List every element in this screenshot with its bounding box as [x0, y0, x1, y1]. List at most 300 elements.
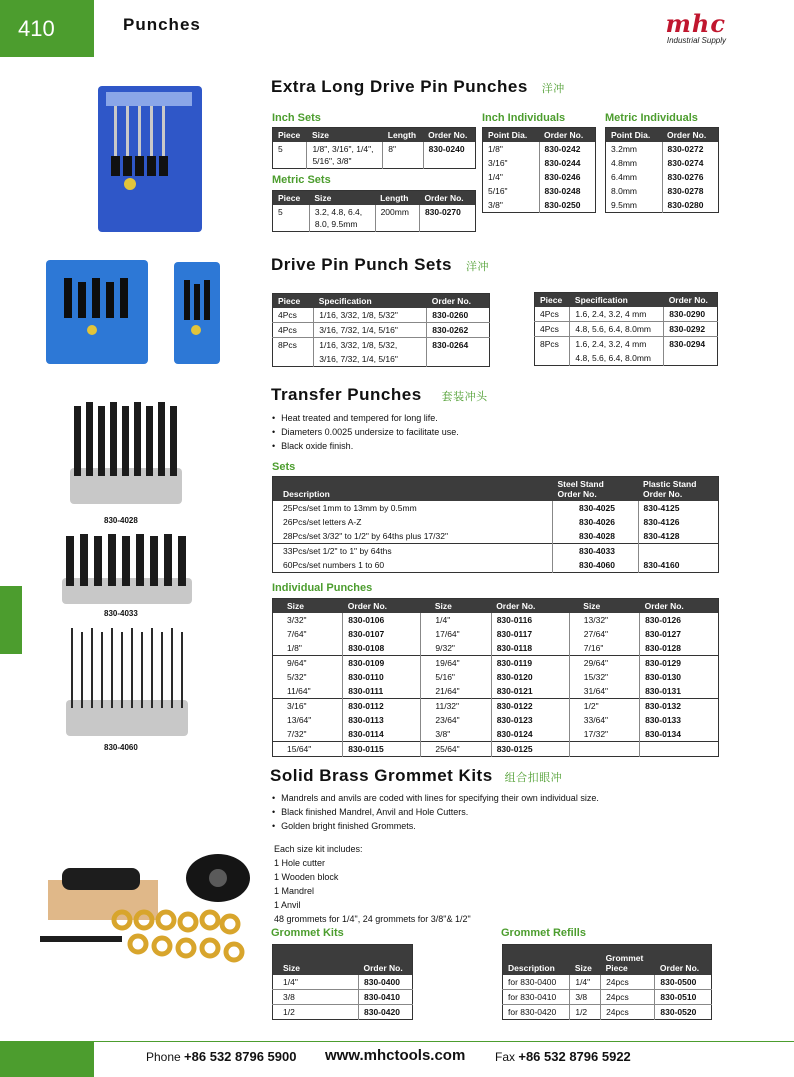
table-row	[483, 142, 596, 156]
cell: 3/8	[570, 989, 601, 1004]
col-header: Order No.	[640, 599, 719, 614]
table-row	[273, 613, 719, 627]
table-row	[273, 989, 413, 1004]
cell: 830-0106	[343, 613, 421, 627]
cell: 19/64"	[421, 656, 491, 671]
table-row	[273, 975, 413, 990]
col-header: Length	[375, 191, 419, 206]
cell: 830-0134	[640, 727, 719, 742]
section-title-grommet	[270, 766, 562, 786]
cell: 29/64"	[569, 656, 639, 671]
drive-pin-set-metric-image	[172, 260, 222, 366]
col-header: Description	[503, 945, 570, 975]
section-title-cn: 洋冲	[541, 82, 565, 95]
table-row	[606, 184, 719, 198]
section-title-cn: 套装冲头	[441, 390, 488, 403]
table-row	[273, 205, 476, 232]
cell: 830-0264	[427, 338, 490, 353]
cell: 4Pcs	[540, 309, 559, 319]
metric-sets-table	[272, 190, 476, 232]
caption-830-4028: 830-4028	[104, 516, 138, 525]
col-header: Size	[273, 599, 343, 614]
table-row	[483, 170, 596, 184]
cell	[309, 205, 375, 232]
inch-sets-label: Inch Sets	[272, 112, 321, 124]
cell: 830-0510	[655, 989, 712, 1004]
transfer-sets-table	[272, 476, 719, 573]
table-row	[606, 142, 719, 156]
footer-website[interactable]: www.mhctools.com	[325, 1047, 466, 1064]
cell: 1/2"	[569, 699, 639, 714]
grommet-refills-table	[502, 944, 712, 1020]
cell: 23/64"	[421, 713, 491, 727]
inch-individuals-table	[482, 127, 596, 213]
grommet-refills-label: Grommet Refills	[501, 927, 586, 939]
cell: 9/32"	[421, 641, 491, 656]
cell: 830-0133	[640, 713, 719, 727]
col-header-line: Order No.	[557, 489, 597, 499]
kit-line: 1 Mandrel	[274, 886, 315, 896]
table-row	[273, 727, 719, 742]
cell: 24pcs	[601, 989, 655, 1004]
cell: 830-0118	[491, 641, 569, 656]
cell: 3/32"	[287, 615, 307, 625]
col-header: Piece	[273, 191, 310, 206]
section-title-cn: 组合扣眼冲	[504, 771, 563, 784]
cell: 830-0272	[662, 142, 719, 156]
feature-item: • Heat treated and tempered for long life.	[272, 411, 459, 425]
col-header	[553, 477, 639, 502]
cell	[427, 352, 490, 367]
cell: for 830-0400	[508, 976, 557, 987]
section-title-cn: 洋冲	[466, 260, 489, 273]
footer-line	[94, 1041, 794, 1042]
drive-pin-set-inch-image	[44, 258, 150, 368]
col-header-line: Order No.	[643, 489, 683, 499]
cell: 5	[278, 144, 283, 154]
table-row	[273, 699, 719, 714]
logo-text: mhc	[665, 9, 726, 38]
cell: 830-0116	[491, 613, 569, 627]
cell: 830-0115	[343, 742, 421, 757]
section-title-text: Extra Long Drive Pin Punches	[271, 77, 528, 96]
fax-label: Fax	[495, 1050, 516, 1064]
cell: 830-0108	[343, 641, 421, 656]
table-row	[273, 558, 719, 573]
cell: 830-4025	[553, 501, 639, 515]
grommet-kits-table	[272, 944, 413, 1020]
cell: 25Pcs/set 1mm to 13mm by 0.5mm	[283, 503, 417, 513]
transfer-punch-4028-image	[66, 398, 186, 510]
col-header: Order No.	[655, 945, 712, 975]
cell: 27/64"	[569, 627, 639, 641]
col-header: Order No.	[662, 128, 719, 143]
cell: 1/4"	[570, 975, 601, 990]
cell: 830-0114	[343, 727, 421, 742]
table-row	[273, 1004, 413, 1019]
cell: 1/16, 3/32, 1/8, 5/32"	[314, 308, 427, 323]
table-row	[535, 322, 718, 337]
col-header: Size	[570, 945, 601, 975]
kit-line: 1 Wooden block	[274, 872, 339, 882]
table-row	[273, 352, 490, 367]
col-header: Piece	[273, 294, 314, 309]
metric-individuals-table	[605, 127, 719, 213]
cell: 4.8, 5.6, 6.4, 8.0mm	[570, 351, 664, 366]
extra-long-punch-set-image	[96, 84, 206, 236]
cell: 11/64"	[287, 686, 311, 696]
col-header: Specification	[314, 294, 427, 309]
cell: 33/64"	[569, 713, 639, 727]
cell: 830-4126	[638, 515, 718, 529]
cell: 830-0107	[343, 627, 421, 641]
cell: 830-0126	[640, 613, 719, 627]
table-row	[273, 529, 719, 544]
cell: for 830-0420	[503, 1004, 570, 1019]
cell: 1.6, 2.4, 3.2, 4 mm	[570, 337, 664, 352]
cell: 830-0121	[491, 684, 569, 699]
col-header-line: Piece	[605, 962, 628, 973]
table-row	[503, 989, 712, 1004]
cell-line: 1/8", 3/16", 1/4",	[312, 144, 374, 154]
cell: 830-0123	[491, 713, 569, 727]
cell: 830-0111	[343, 684, 421, 699]
col-header: Order No.	[423, 128, 475, 143]
table-row	[503, 975, 712, 990]
cell: 4Pcs	[535, 322, 570, 337]
cell: 830-0130	[640, 670, 719, 684]
cell: 24pcs	[601, 1004, 655, 1019]
col-header: Order No.	[419, 191, 475, 206]
transfer-punch-4060-image	[64, 624, 190, 738]
sets-label: Sets	[272, 461, 296, 473]
cell: 830-0112	[343, 699, 421, 714]
cell-line: 5/16", 3/8"	[312, 156, 352, 166]
cell: 9/64"	[273, 656, 343, 671]
cell: 17/64"	[421, 627, 491, 641]
cell: 33Pcs/set 1/2" to 1" by 64ths	[273, 544, 553, 559]
cell: 830-0129	[640, 656, 719, 671]
cell: 3/16, 7/32, 1/4, 5/16"	[314, 323, 427, 338]
footer-fax	[495, 1049, 631, 1064]
cell: 830-0109	[343, 656, 421, 671]
cell: 830-0242	[539, 142, 596, 156]
col-header: Description	[273, 477, 553, 502]
col-header: Order No.	[539, 128, 596, 143]
logo-subtitle: Industrial Supply	[666, 36, 726, 45]
col-header: Piece	[273, 128, 307, 143]
cell: 830-0246	[539, 170, 596, 184]
cell: 830-0290	[664, 307, 718, 322]
table-row	[535, 307, 718, 322]
table-row	[606, 170, 719, 184]
cell: 830-0119	[491, 656, 569, 671]
cell	[535, 351, 570, 366]
section-title-text: Drive Pin Punch Sets	[271, 255, 452, 274]
cell: 1/8"	[287, 643, 302, 653]
inch-sets-table	[272, 127, 476, 169]
cell: 24pcs	[601, 975, 655, 990]
col-header	[601, 945, 655, 975]
cell: 830-0122	[491, 699, 569, 714]
cell: 830-0117	[491, 627, 569, 641]
cell	[569, 742, 639, 757]
cell: 7/16"	[569, 641, 639, 656]
cell	[307, 142, 383, 169]
table-row	[273, 308, 490, 323]
cell: 830-0248	[539, 184, 596, 198]
col-header: Order No.	[343, 599, 421, 614]
cell: 3/16, 7/32, 1/4, 5/16"	[314, 352, 427, 367]
table-row	[273, 338, 490, 353]
cell: 1/4"	[421, 613, 491, 627]
brand-logo	[646, 9, 726, 48]
table-row	[273, 142, 476, 169]
table-row	[535, 351, 718, 366]
col-header	[638, 477, 718, 502]
cell: 11/32"	[421, 699, 491, 714]
transfer-features	[272, 411, 459, 453]
cell: 830-0120	[491, 670, 569, 684]
cell: 830-0280	[662, 198, 719, 213]
cell	[638, 544, 718, 559]
cell: 1/4"	[283, 976, 298, 987]
cell: 1/8"	[488, 144, 503, 154]
individual-punches-body	[273, 613, 719, 757]
col-header: Order No.	[664, 293, 718, 308]
table-row	[273, 684, 719, 699]
inch-individuals-label: Inch Individuals	[482, 112, 566, 124]
cell: 3/16"	[273, 699, 343, 714]
col-header-line: Grommet	[605, 952, 644, 963]
cell: 830-0262	[427, 323, 490, 338]
cell: 3/8"	[421, 727, 491, 742]
cell: 4.8, 5.6, 6.4, 8.0mm	[570, 322, 664, 337]
cell: 8Pcs	[273, 338, 314, 353]
cell: 830-0244	[539, 156, 596, 170]
cell: 8.0mm	[611, 186, 637, 196]
cell: 1/4"	[488, 172, 503, 182]
kit-contents	[274, 842, 471, 926]
col-header: Size	[309, 191, 375, 206]
col-header-line: Steel Stand	[557, 479, 604, 489]
cell: 830-4128	[638, 529, 718, 544]
col-header: Specification	[570, 293, 664, 308]
cell: 830-0128	[640, 641, 719, 656]
grommet-features	[272, 791, 599, 833]
feature-item: • Diameters 0.0025 undersize to facilitate use.	[272, 425, 459, 439]
table-row	[606, 198, 719, 213]
feature-item: • Black finished Mandrel, Anvil and Hole Cutters.	[272, 805, 599, 819]
table-row	[483, 156, 596, 170]
cell: 830-0274	[662, 156, 719, 170]
cell: 1/16, 3/32, 1/8, 5/32,	[314, 338, 427, 353]
table-row	[273, 515, 719, 529]
section-title-drive-pin	[271, 255, 489, 275]
cell: 830-0132	[640, 699, 719, 714]
cell-line: 8.0, 9.5mm	[314, 219, 358, 229]
table-row	[273, 670, 719, 684]
cell: 31/64"	[569, 684, 639, 699]
cell: for 830-0410	[503, 989, 570, 1004]
col-header: Order No.	[491, 599, 569, 614]
cell: 830-0240	[423, 142, 475, 169]
footer-bar	[0, 1041, 94, 1077]
cell: 13/32"	[569, 613, 639, 627]
cell	[273, 352, 314, 367]
cell: 1.6, 2.4, 3.2, 4 mm	[570, 307, 664, 322]
cell: 3/8"	[488, 200, 503, 210]
cell: 830-4028	[553, 529, 639, 544]
grommet-kits-label: Grommet Kits	[271, 927, 344, 939]
table-row	[273, 742, 719, 757]
cell: 4.8mm	[611, 158, 637, 168]
table-row	[273, 323, 490, 338]
col-header-line: Plastic Stand	[643, 479, 697, 489]
metric-individuals-label: Metric Individuals	[605, 112, 698, 124]
drive-pin-inch-table	[272, 293, 490, 367]
cell: 830-0250	[539, 198, 596, 213]
cell: 830-0260	[427, 308, 490, 323]
cell: 3.2mm	[611, 144, 637, 154]
feature-item: • Black oxide finish.	[272, 439, 459, 453]
cell: 60Pcs/set numbers 1 to 60	[283, 560, 385, 570]
page-number: 410	[0, 0, 94, 57]
cell	[664, 351, 718, 366]
cell: 830-0278	[662, 184, 719, 198]
footer-phone	[146, 1049, 296, 1064]
cell: 28Pcs/set 3/32" to 1/2" by 64ths plus 17/32"	[283, 531, 448, 541]
col-header: Order No.	[359, 945, 413, 975]
table-row	[503, 1004, 712, 1019]
col-header: Size	[307, 128, 383, 143]
col-header: Size	[421, 599, 491, 614]
table-row	[483, 198, 596, 213]
col-header: Size	[569, 599, 639, 614]
cell: 3/16"	[488, 158, 508, 168]
col-header: Point Dia.	[483, 128, 540, 143]
col-header: Piece	[535, 293, 570, 308]
phone-number: +86 532 8796 5900	[184, 1049, 297, 1064]
transfer-punch-4033-image	[58, 532, 196, 606]
cell: 4Pcs	[278, 310, 297, 320]
col-header: Point Dia.	[606, 128, 663, 143]
cell: 4Pcs	[273, 323, 314, 338]
section-title-extra-long	[271, 77, 565, 97]
individual-punches-label: Individual Punches	[272, 582, 373, 594]
cell: 830-0500	[655, 975, 712, 990]
cell: 830-0520	[655, 1004, 712, 1019]
table-row	[273, 501, 719, 515]
feature-item: • Golden bright finished Grommets.	[272, 819, 599, 833]
cell: 15/64"	[273, 742, 343, 757]
caption-830-4033: 830-4033	[104, 609, 138, 618]
cell: 830-4026	[553, 515, 639, 529]
cell: 830-4125	[638, 501, 718, 515]
individual-punches-table	[272, 598, 719, 757]
table-row	[273, 627, 719, 641]
cell: 830-0276	[662, 170, 719, 184]
table-row	[535, 337, 718, 352]
cell: 17/32"	[569, 727, 639, 742]
table-row	[606, 156, 719, 170]
page-title: Punches	[123, 15, 201, 34]
cell: 9.5mm	[611, 200, 637, 210]
table-row	[273, 641, 719, 656]
feature-item: • Mandrels and anvils are coded with lines for specifying their own individual size.	[272, 791, 599, 805]
cell: 830-0294	[664, 337, 718, 352]
cell: 8Pcs	[535, 337, 570, 352]
grommet-kit-image	[38, 850, 250, 970]
cell: 830-0420	[359, 1004, 413, 1019]
cell: 7/32"	[287, 729, 307, 739]
kit-line: 1 Hole cutter	[274, 858, 326, 868]
section-title-transfer	[271, 385, 488, 405]
cell: 13/64"	[287, 715, 312, 725]
cell: 25/64"	[421, 742, 491, 757]
cell: 830-0410	[359, 989, 413, 1004]
cell: 830-0127	[640, 627, 719, 641]
cell: 200mm	[375, 205, 419, 232]
cell	[640, 742, 719, 757]
cell: 6.4mm	[611, 172, 637, 182]
cell: 830-4033	[553, 544, 639, 559]
cell: 5/16"	[488, 186, 508, 196]
cell: 7/64"	[287, 629, 307, 639]
fax-number: +86 532 8796 5922	[518, 1049, 631, 1064]
cell: 830-0131	[640, 684, 719, 699]
kit-line: 48 grommets for 1/4", 24 grommets for 3/8"& 1/2"	[274, 914, 471, 924]
cell: 830-0124	[491, 727, 569, 742]
side-tab	[0, 586, 22, 654]
cell: 830-0110	[343, 670, 421, 684]
table-row	[273, 544, 719, 559]
cell: 5/16"	[421, 670, 491, 684]
table-row	[483, 184, 596, 198]
cell: 830-0113	[343, 713, 421, 727]
metric-sets-label: Metric Sets	[272, 174, 331, 186]
section-title-text: Transfer Punches	[271, 385, 422, 404]
cell: 830-0125	[491, 742, 569, 757]
col-header: Size	[273, 945, 359, 975]
cell: 5	[278, 207, 283, 217]
cell: 3/8	[273, 989, 359, 1004]
cell: 1/2	[273, 1004, 359, 1019]
col-header: Length	[383, 128, 423, 143]
cell: 830-0270	[419, 205, 475, 232]
cell-line: 3.2, 4.8, 6.4,	[314, 207, 363, 217]
cell: 830-0292	[664, 322, 718, 337]
drive-pin-metric-table	[534, 292, 718, 366]
table-row	[273, 656, 719, 671]
cell: 21/64"	[421, 684, 491, 699]
section-title-text: Solid Brass Grommet Kits	[270, 766, 493, 785]
cell: 8"	[383, 142, 423, 169]
cell: 830-4060	[553, 558, 639, 573]
cell: 15/32"	[569, 670, 639, 684]
col-header: Order No.	[427, 294, 490, 309]
cell: 26Pcs/set letters A-Z	[283, 517, 362, 527]
cell: 830-0400	[359, 975, 413, 990]
caption-830-4060: 830-4060	[104, 743, 138, 752]
cell: 1/2	[570, 1004, 601, 1019]
table-row	[273, 713, 719, 727]
cell: 5/32"	[287, 672, 307, 682]
phone-label: Phone	[146, 1050, 181, 1064]
kit-line: 1 Anvil	[274, 900, 301, 910]
cell: 830-4160	[638, 558, 718, 573]
kit-line: Each size kit includes:	[274, 844, 363, 854]
